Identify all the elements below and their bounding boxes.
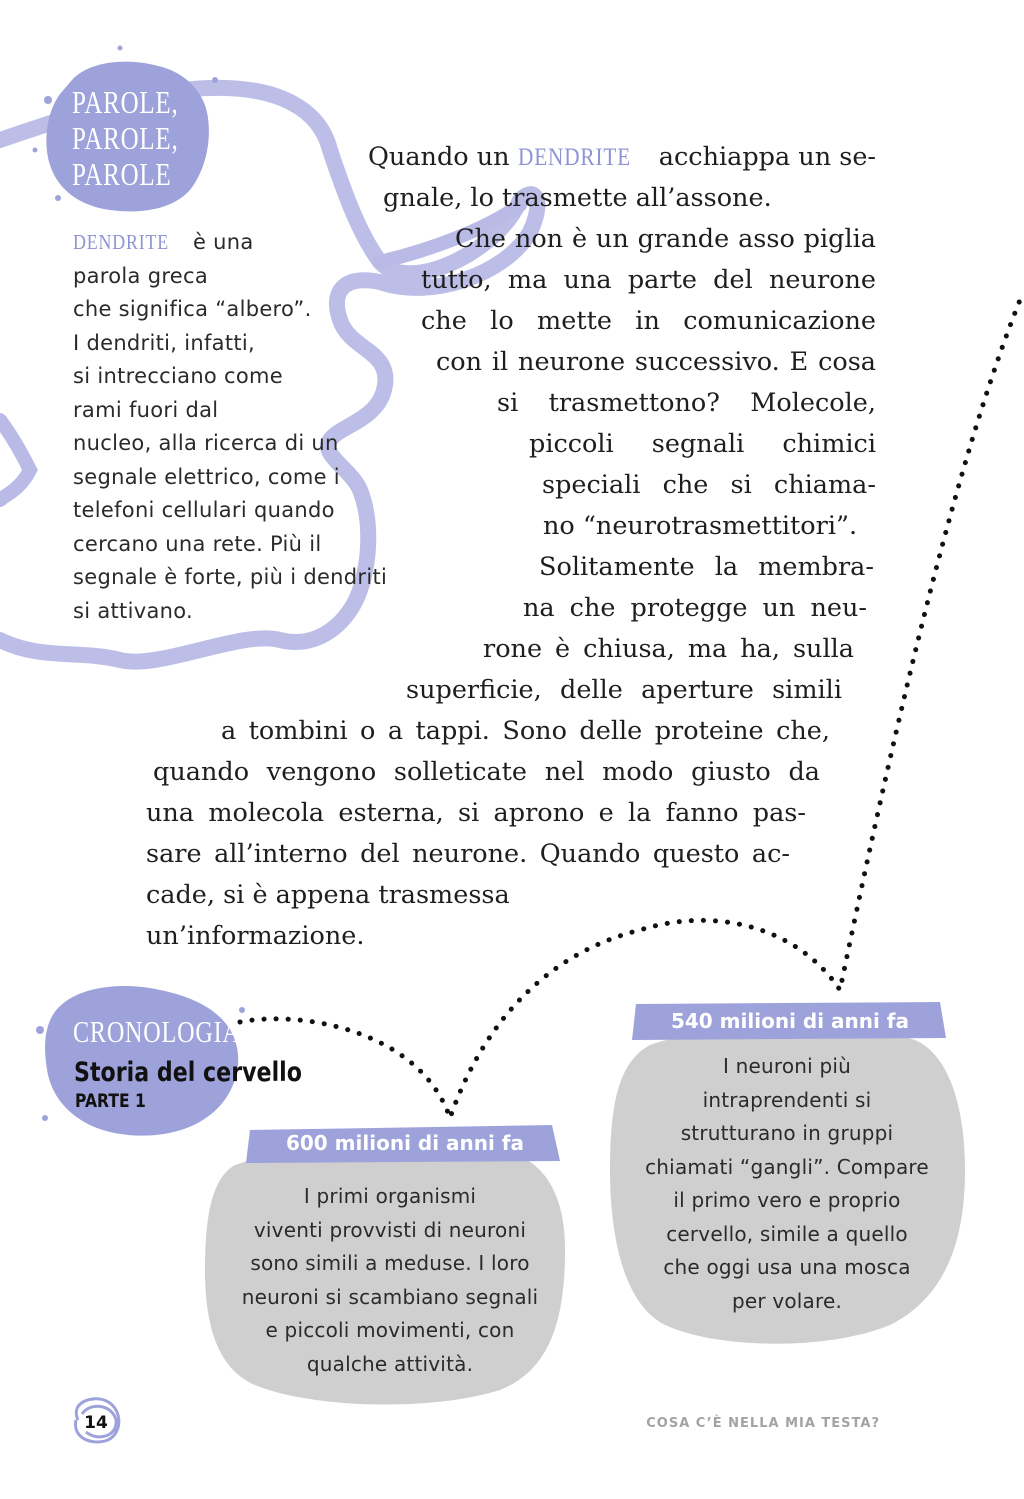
thought-bubble-inner-curl <box>0 420 30 500</box>
body-line: Che non è un grande asso piglia <box>455 224 876 254</box>
body-line: una molecola esterna, si aprono e la fanno pas- <box>146 798 806 828</box>
glossary-line: telefoni cellulari quando <box>73 498 335 522</box>
glossary-line: nucleo, alla ricerca di un <box>73 431 339 455</box>
body-line: Solitamente la membra- <box>539 552 874 582</box>
event-line: sono simili a meduse. I loro <box>250 1251 530 1275</box>
body-line: quando vengono solleticate nel modo giusto da <box>153 757 820 787</box>
glossary-term: DENDRITE <box>73 230 170 254</box>
body-line: piccoli segnali chimici <box>529 429 876 459</box>
body-line: a tombini o a tappi. Sono delle proteine che, <box>221 716 830 746</box>
event-line: intraprendenti si <box>702 1087 872 1112</box>
body-line: no “neurotrasmettitori”. <box>543 511 858 541</box>
running-footer-title: COSA C’È NELLA MIA TESTA? <box>646 1416 880 1431</box>
event-line: I primi organismi <box>303 1184 477 1208</box>
event-line: cervello, simile a quello <box>666 1221 908 1246</box>
event-line: neuroni si scambiano segnali <box>241 1284 539 1309</box>
glossary-line: si intrecciano come <box>73 364 284 388</box>
body-term: DENDRITE <box>517 144 631 171</box>
body-line: superficie, delle aperture simili <box>406 675 842 705</box>
glossary-line <box>73 226 433 260</box>
glossary-heading-line: PAROLE <box>72 156 172 192</box>
glossary-line: I dendriti, infatti, <box>73 330 256 355</box>
glossary-line: parola greca <box>73 263 209 288</box>
event-line: per volare. <box>731 1288 843 1313</box>
event-line: strutturano in gruppi <box>680 1121 894 1145</box>
event-line: il primo vero e proprio <box>673 1188 901 1212</box>
body-line: che lo mette in comunicazione <box>421 306 876 336</box>
body-line: si trasmettono? Molecole, <box>497 388 876 418</box>
body-line: tutto, ma una parte del neurone <box>421 265 876 295</box>
body-line: un’informazione. <box>146 921 365 951</box>
event-line: I neuroni più <box>722 1054 852 1078</box>
body-line: cade, si è appena trasmessa <box>146 880 510 910</box>
event-line: viventi provvisti di neuroni <box>253 1217 527 1242</box>
glossary-line: rami fuori dal <box>73 397 219 422</box>
body-line-text: acchiappa un se- <box>658 142 877 172</box>
event-2-era: 540 milioni di anni fa <box>670 1009 910 1033</box>
glossary-line: si attivano. <box>73 598 193 623</box>
event-line: chiamati “gangli”. Compare <box>645 1154 929 1179</box>
glossary-heading-line: PAROLE, <box>72 84 179 120</box>
body-line: gnale, lo trasmette all’assone. <box>383 183 772 213</box>
body-line: speciali che si chiama- <box>542 470 876 500</box>
timeline-subtitle: Storia del cervello <box>74 1057 302 1088</box>
glossary-heading-line: PAROLE, <box>72 120 179 156</box>
glossary-line: segnale è forte, più i dendriti <box>73 565 388 589</box>
glossary-line: cercano una rete. Più il <box>73 531 322 556</box>
glossary-line: segnale elettrico, come i <box>73 464 340 489</box>
page-number: 14 <box>84 1413 108 1433</box>
timeline-label: CRONOLOGIA <box>73 1014 241 1049</box>
glossary-line: che significa “albero”. <box>73 297 312 321</box>
glossary-heading <box>72 84 181 192</box>
body-line: na che protegge un neu- <box>523 593 867 623</box>
body-line <box>368 142 876 173</box>
timeline-part: PARTE 1 <box>75 1090 146 1112</box>
glossary-definition <box>73 226 433 628</box>
body-line: sare all’interno del neurone. Quando questo ac- <box>146 839 790 869</box>
body-line-text: Quando un <box>368 142 510 172</box>
event-1-description <box>212 1180 568 1381</box>
body-line: rone è chiusa, ma ha, sulla <box>483 634 854 664</box>
event-2-description <box>612 1050 962 1318</box>
event-line: qualche attività. <box>306 1351 474 1376</box>
event-1-era: 600 milioni di anni fa <box>285 1131 525 1155</box>
glossary-line-text: è una <box>192 230 254 254</box>
event-line: e piccoli movimenti, con <box>265 1318 515 1342</box>
body-line: con il neurone successivo. E cosa <box>436 347 876 377</box>
event-line: che oggi usa una mosca <box>663 1255 911 1279</box>
